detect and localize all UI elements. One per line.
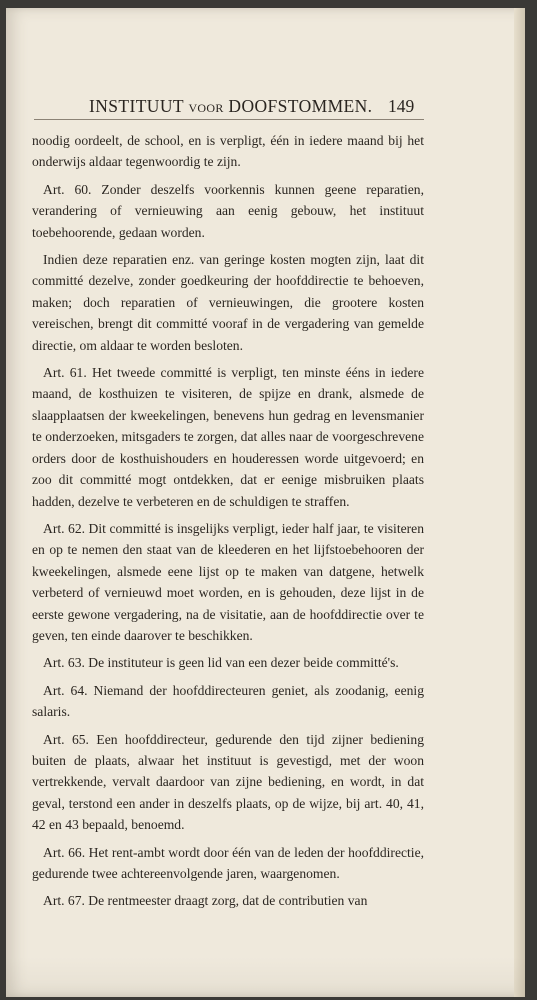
running-head bbox=[89, 96, 432, 117]
header-rule bbox=[34, 119, 424, 120]
running-head-small: VOOR bbox=[188, 101, 224, 115]
paragraph-art-60-reparatien: Indien deze reparatien enz. van geringe kosten mogten zijn, laat dit committé dezelve, zonder goedkeuring der hoofddirectie te behoeven, maken; doch reparatien of vernieuwingen, die grootere kosten vereischen, brengt dit committé vooraf in de vergadering van gemelde directie, om aldaar te worden besloten. bbox=[32, 252, 424, 353]
running-head-part2: DOOFSTOMMEN. bbox=[223, 96, 373, 116]
paragraph-art-62: Art. 62. Dit committé is insgelijks verpligt, ieder half jaar, te visiteren en op te nemen den staat van de kleederen en het lijfstoebehooren der kweekelingen, alsmede eene lijst op te maken van datgene, hetwelk verbeterd of vernieuwd moet worden, en is gehouden, deze lijst in de eerste gewone vergadering, na de visitatie, aan de hoofddirectie over te geven, ten einde daarover te beschikken. bbox=[32, 520, 424, 643]
page-bottom-shade bbox=[6, 957, 525, 997]
paragraph-art-65: Art. 65. Een hoofddirecteur, gedurende den tijd zijner bediening buiten de plaats, alwaar het instituut is gevestigd, met der woon vertrekkende, vervalt daardoor van zijne bediening, en wordt, in dat geval, terstond een ander in deszelfs plaats, op de wijze, bij art. 40, 41, 42 en 43 bepaald, benoemd. bbox=[32, 731, 424, 833]
paragraph-art-66: Art. 66. Het rent-ambt wordt door één van de leden der hoofddirectie, gedurende twee achtereenvolgende jaren, waargenomen. bbox=[32, 844, 424, 881]
running-head-part1: INSTITUUT bbox=[89, 96, 189, 116]
paragraph-art-64: Art. 64. Niemand der hoofddirecteuren geniet, als zoodanig, eenig salaris. bbox=[32, 682, 424, 720]
paragraph-art-63: Art. 63. De instituteur is geen lid van een dezer beide committé's. bbox=[43, 655, 399, 671]
paragraph-continuation: noodig oordeelt, de school, en is verpligt, één in iedere maand bij het onderwijs aldaar tegenwoordig te zijn. bbox=[32, 133, 424, 170]
paragraph-art-60: Art. 60. Zonder deszelfs voorkennis kunnen geene reparatien, verandering of vernieuwing aan eenig gebouw, het instituut toebehoorende, gedaan worden. bbox=[32, 181, 424, 240]
page-number: 149 bbox=[388, 96, 415, 116]
book-page bbox=[6, 8, 525, 997]
body-text bbox=[32, 130, 424, 918]
paragraph-art-61: Art. 61. Het tweede committé is verpligt, ten minste ééns in iedere maand, de kosthuizen te visiteren, de spijze en drank, alsmede de slaapplaatsen der kweekelingen, benevens hun gedrag en levensmanier te onderzoeken, mitsgaders te zorgen, dat alles naar de voorgeschrevene orders door de kosthuishouders en houderessen worde uitgevoerd; en zoo dit committé mogt ontdekken, dat er eenige misbruiken plaats hadden, dezelve te verbeteren en de schuldigen te straffen. bbox=[32, 365, 424, 509]
paragraph-art-67: Art. 67. De rentmeester draagt zorg, dat de contributien van bbox=[43, 893, 368, 909]
page-edge bbox=[514, 8, 525, 997]
